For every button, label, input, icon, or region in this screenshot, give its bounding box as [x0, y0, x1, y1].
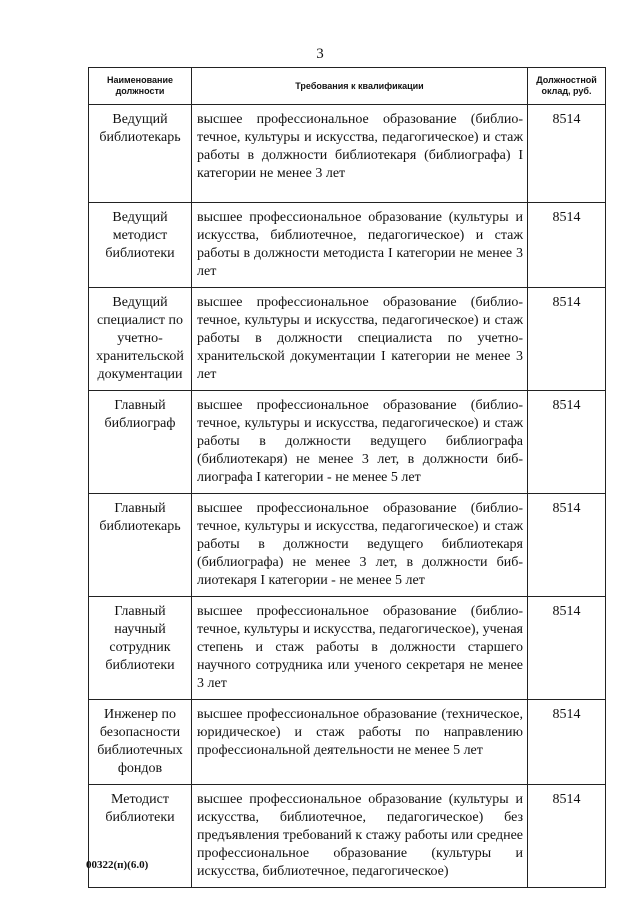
table-row — [89, 288, 606, 391]
requirements-cell: высшее профессиональное образование (библиотечное, культуры и искусства, педагогическое) и стаж работы в должности ведущего библиографа (библиотекаря) не менее 3 лет, в должности библиографа I категории - не менее 5 лет — [192, 391, 528, 494]
position-cell: Инженер по безопасности библиотечных фондов — [89, 700, 192, 785]
requirements-cell: высшее профессиональное образование (техническое, юридическое) и стаж работы по направлению профессиональной деятельности не менее 5 лет — [192, 700, 528, 785]
requirements-cell: высшее профессиональное образование (библиотечное, культуры и искусства, педагогическое) и стаж работы в должности ведущего библиотекаря (библиографа) не менее 3 лет, в должности библиотекаря I категории - не менее 5 лет — [192, 494, 528, 597]
table-header-row — [89, 68, 606, 105]
salary-cell: 8514 — [528, 700, 606, 785]
position-cell: Главный научный сотрудник библиотеки — [89, 597, 192, 700]
header-requirements: Требования к квалификации — [192, 68, 528, 105]
table-row — [89, 203, 606, 288]
table-row — [89, 391, 606, 494]
header-salary: Должностной оклад, руб. — [528, 68, 606, 105]
position-cell: Методист библиотеки — [89, 785, 192, 888]
requirements-cell: высшее профессиональное образование (библиотечное, культуры и искусства, педагогическое) и стаж работы в должности библиотекаря (библиографа) I категории не менее 3 лет — [192, 105, 528, 203]
qualification-table — [88, 67, 606, 888]
position-cell: Главный библиотекарь — [89, 494, 192, 597]
requirements-cell: высшее профессиональное образование (библиотечное, культуры и искусства, педагогическое), ученая степень и стаж работы в должности старшего научного сотрудника или ученого секретаря не менее 3 лет — [192, 597, 528, 700]
salary-cell: 8514 — [528, 288, 606, 391]
position-cell: Главный библиограф — [89, 391, 192, 494]
salary-cell: 8514 — [528, 105, 606, 203]
table-row — [89, 597, 606, 700]
salary-cell: 8514 — [528, 494, 606, 597]
page-number: 3 — [316, 46, 324, 62]
table-row — [89, 494, 606, 597]
document-code: 00322(п)(6.0) — [86, 859, 149, 871]
requirements-cell: высшее профессиональное образование (культуры и искусства, библиотечное, педагогическое) без предъявления требований к стажу работы или среднее профессиональное образование (культуры и искусства, библиотечное, педагогическое) — [192, 785, 528, 888]
table-row — [89, 700, 606, 785]
salary-cell: 8514 — [528, 597, 606, 700]
position-cell: Ведущий методист библиотеки — [89, 203, 192, 288]
table-row — [89, 105, 606, 203]
salary-cell: 8514 — [528, 203, 606, 288]
salary-cell: 8514 — [528, 785, 606, 888]
position-cell: Ведущий библиотекарь — [89, 105, 192, 203]
position-cell: Ведущий специалист по учетно-хранительской документации — [89, 288, 192, 391]
salary-cell: 8514 — [528, 391, 606, 494]
requirements-cell: высшее профессиональное образование (библиотечное, культуры и искусства, педагогическое) и стаж работы в должности специалиста по учетно-хранительской документации I категории не менее 3 лет — [192, 288, 528, 391]
table-row — [89, 785, 606, 888]
header-position: Наименование должности — [89, 68, 192, 105]
requirements-cell: высшее профессиональное образование (культуры и искусства, библиотечное, педагогическое) и стаж работы в должности методиста I категории не менее 3 лет — [192, 203, 528, 288]
